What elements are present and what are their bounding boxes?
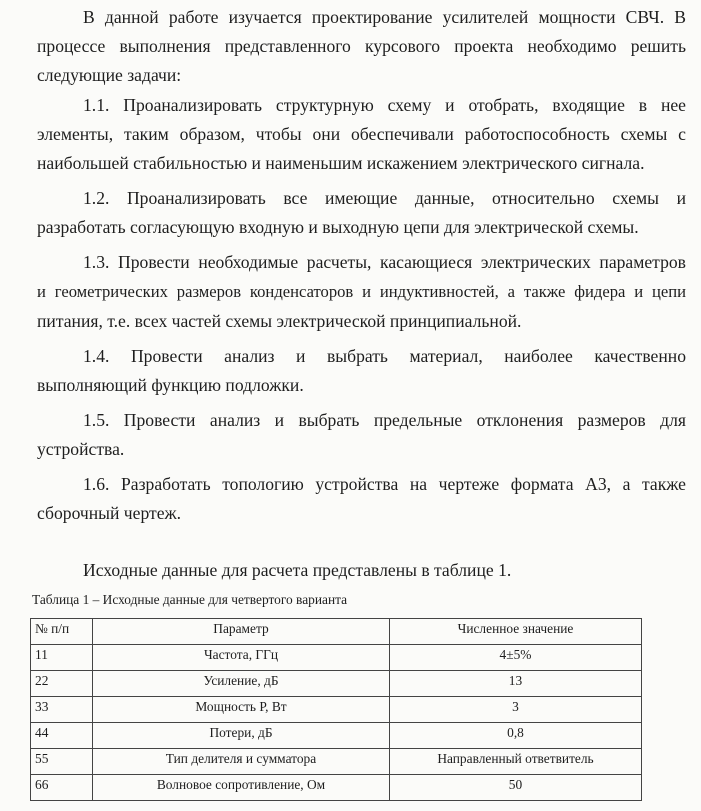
text-line: 1.2. Проанализировать все имеющие данные, относительно схемы и <box>83 188 686 208</box>
cell-value: 13 <box>390 671 642 697</box>
cell-value: Направленный ответвитель <box>390 749 642 775</box>
data-table <box>30 618 642 801</box>
table-header-row <box>31 619 642 645</box>
cell-parameter: Мощность Р, Вт <box>93 697 390 723</box>
text-line: 1.6. Разработать топологию устройства на чертеже формата А3, а также <box>83 474 686 494</box>
cell-number: 11 <box>31 645 93 671</box>
table-caption: Таблица 1 – Исходные данные для четвертого варианта <box>32 592 348 607</box>
text-line: 1.3. Провести необходимые расчеты, касающиеся электрических параметров <box>83 252 686 272</box>
header-value: Численное значение <box>390 619 642 645</box>
text-line: 1.4. Провести анализ и выбрать материал, наиболее качественно <box>83 346 686 366</box>
table-row <box>31 775 642 801</box>
text-line: процессе выполнения представленного курсового проекта необходимо решить <box>37 36 686 56</box>
text-line: В данной работе изучается проектирование усилителей мощности СВЧ. В <box>83 7 686 27</box>
text-line: следующие задачи: <box>37 65 182 85</box>
cell-number: 55 <box>31 749 93 775</box>
cell-parameter: Потери, дБ <box>93 723 390 749</box>
cell-value: 4±5% <box>390 645 642 671</box>
text-line: сборочный чертеж. <box>37 503 182 523</box>
table-row <box>31 645 642 671</box>
table-row <box>31 671 642 697</box>
text-line: питания, т.е. всех частей схемы электрической принципиальной. <box>37 311 522 331</box>
cell-number: 33 <box>31 697 93 723</box>
text-line: элементы, таким образом, чтобы они обеспечивали работоспособность схемы с <box>37 124 686 144</box>
text-line: устройства. <box>37 439 125 459</box>
text-line: 1.1. Проанализировать структурную схему и отобрать, входящие в нее <box>83 95 686 115</box>
text-line: разработать согласующую входную и выходную цепи для электрической схемы. <box>37 217 639 237</box>
cell-value: 50 <box>390 775 642 801</box>
cell-number: 22 <box>31 671 93 697</box>
text-line: наибольшей стабильностью и наименьшим искажением электрического сигнала. <box>37 153 645 173</box>
table-row <box>31 723 642 749</box>
cell-parameter: Волновое сопротивление, Ом <box>93 775 390 801</box>
text-line: выполняющий функцию подложки. <box>37 375 304 395</box>
table-row <box>31 749 642 775</box>
cell-parameter: Частота, ГГц <box>93 645 390 671</box>
cell-value: 0,8 <box>390 723 642 749</box>
header-number: № п/п <box>31 619 93 645</box>
text-line: и геометрических размеров конденсаторов и индуктивностей, а также фидера и цепи <box>37 282 686 301</box>
cell-parameter: Тип делителя и сумматора <box>93 749 390 775</box>
cell-number: 66 <box>31 775 93 801</box>
header-parameter: Параметр <box>93 619 390 645</box>
cell-number: 44 <box>31 723 93 749</box>
table-intro: Исходные данные для расчета представлены в таблице 1. <box>83 560 512 580</box>
table-row <box>31 697 642 723</box>
cell-value: 3 <box>390 697 642 723</box>
text-line: 1.5. Провести анализ и выбрать предельные отклонения размеров для <box>83 410 686 430</box>
cell-parameter: Усиление, дБ <box>93 671 390 697</box>
